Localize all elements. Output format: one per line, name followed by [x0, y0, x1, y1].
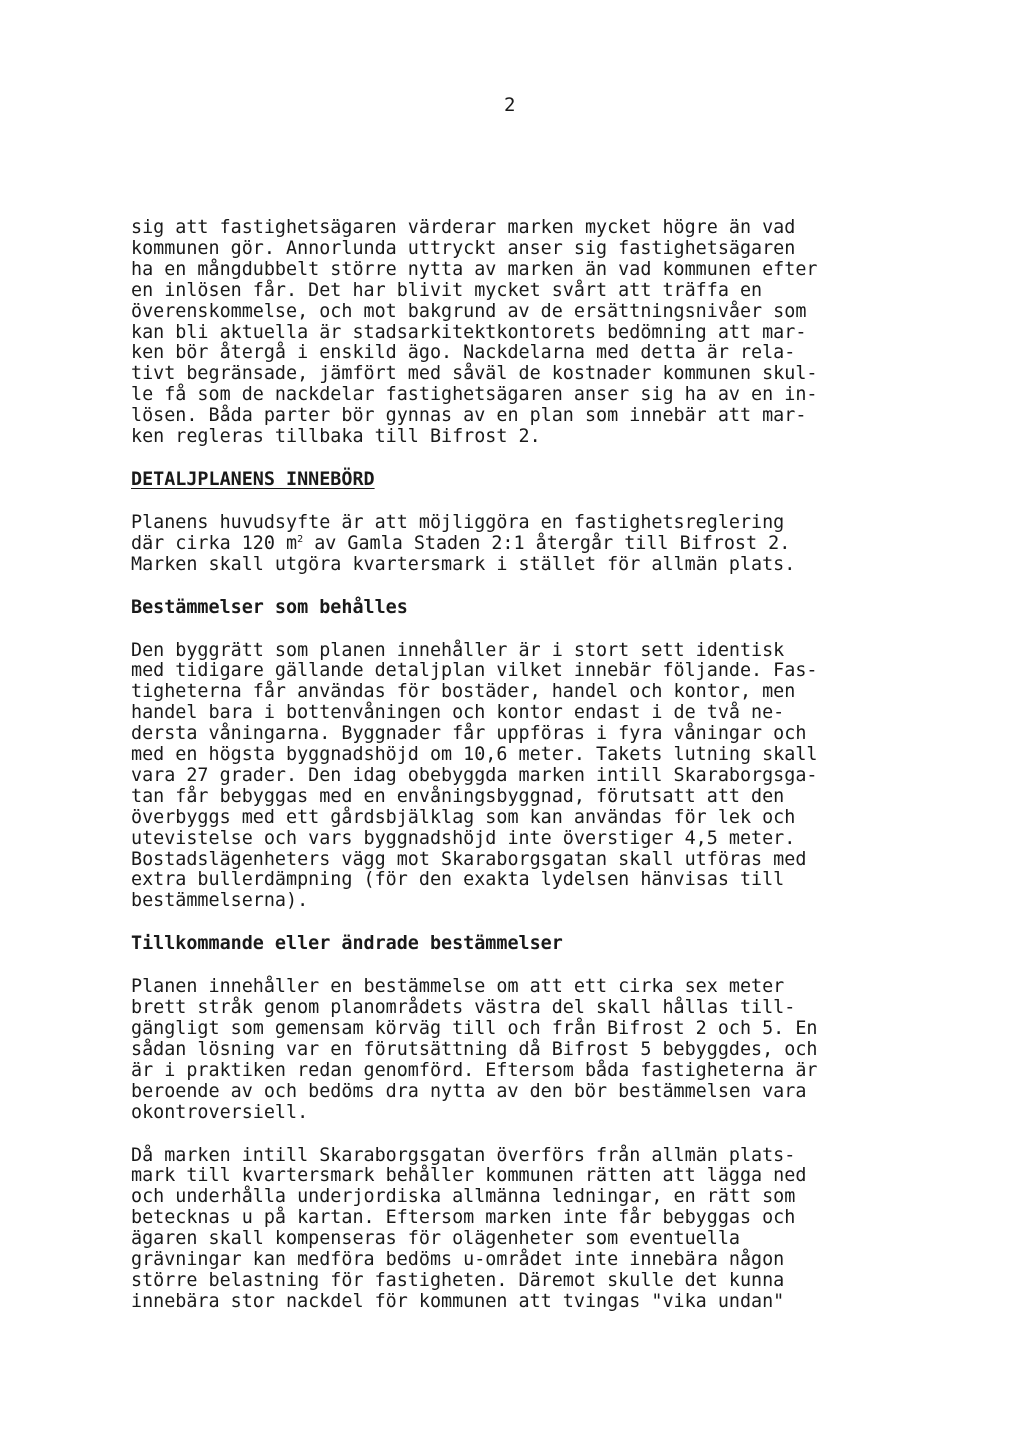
text-line: kommunen gör. Annorlunda uttryckt anser sig fastighetsägaren: [131, 237, 796, 259]
section-heading-tillkommande: Tillkommande eller ändrade bestämmelser: [131, 933, 563, 955]
text-segment: av Gamla Staden 2:1 återgår till Bifrost 2.: [303, 532, 791, 554]
text-line: tigheterna får användas för bostäder, handel och kontor, men: [131, 681, 796, 703]
text-line: med tidigare gällande detaljplan vilket innebär följande. Fas-: [131, 660, 818, 682]
text-line: större belastning för fastigheten. Däremot skulle det kunna: [131, 1269, 785, 1291]
tillkommande-paragraph-1: [131, 977, 901, 1123]
text-line: med en högsta byggnadshöjd om 10,6 meter. Takets lutning skall: [131, 744, 818, 766]
text-line: Planen innehåller en bestämmelse om att ett cirka sex meter: [131, 976, 785, 998]
superscript: 2: [297, 533, 304, 545]
text-line: beroende av och bedöms dra nytta av den bör bestämmelsen vara: [131, 1080, 807, 1102]
text-line: sådan lösning var en förutsättning då Bifrost 5 bebyggdes, och: [131, 1038, 818, 1060]
text-line: överenskommelse, och mot bakgrund av de ersättningsnivåer som: [131, 300, 807, 322]
text-line: sig att fastighetsägaren värderar marken mycket högre än vad: [131, 217, 796, 238]
text-line: tan får bebyggas med en envåningsbyggnad, förutsatt att den: [131, 785, 785, 807]
text-line: utevistelse och vars byggnadshöjd inte överstiger 4,5 meter.: [131, 827, 796, 849]
text-line: och underhålla underjordiska allmänna ledningar, en rätt som: [131, 1186, 796, 1208]
text-line: Marken skall utgöra kvartersmark i stället för allmän plats.: [131, 553, 796, 575]
document-body: [131, 218, 901, 1313]
text-line: grävningar kan medföra bedöms u-området inte innebära någon: [131, 1249, 785, 1271]
text-line: är i praktiken redan genomförd. Eftersom båda fastigheterna är: [131, 1059, 818, 1081]
text-line: kan bli aktuella är stadsarkitektkontorets bedömning att mar-: [131, 321, 807, 343]
text-line: innebära stor nackdel för kommunen att tvingas "vika undan": [131, 1290, 785, 1312]
text-line: okontroversiell.: [131, 1101, 309, 1123]
intro-paragraph: [131, 218, 901, 448]
text-line: vara 27 grader. Den idag obebyggda marken intill Skaraborgsga-: [131, 764, 818, 786]
text-line: mark till kvartersmark behåller kommunen rätten att lägga ned: [131, 1165, 807, 1187]
section-heading-behalles: Bestämmelser som behålles: [131, 596, 408, 618]
text-line: [131, 534, 901, 555]
text-line: gängligt som gemensam körväg till och från Bifrost 2 och 5. En: [131, 1018, 818, 1039]
text-line: lösen. Båda parter bör gynnas av en plan som innebär att mar-: [131, 405, 807, 427]
text-line: Bostadslägenheters vägg mot Skaraborgsgatan skall utföras med: [131, 848, 807, 870]
behalles-paragraph: [131, 641, 901, 913]
text-line: överbyggs med ett gårdsbjälklag som kan användas för lek och: [131, 806, 796, 828]
text-line: ken regleras tillbaka till Bifrost 2.: [131, 426, 541, 448]
text-line: le få som de nackdelar fastighetsägaren anser sig ha av en in-: [131, 384, 818, 406]
text-line: brett stråk genom planområdets västra del skall hållas till-: [131, 997, 796, 1019]
text-line: ken bör återgå i enskild ägo. Nackdelarna med detta är rela-: [131, 342, 796, 364]
text-line: ägaren skall kompenseras för olägenheter som eventuella: [131, 1228, 740, 1250]
text-line: handel bara i bottenvåningen och kontor endast i de två ne-: [131, 702, 785, 724]
page-number: 2: [504, 94, 516, 116]
text-line: bestämmelserna).: [131, 890, 309, 912]
text-line: dersta våningarna. Byggnader får uppföras i fyra våningar och: [131, 723, 807, 745]
text-line: betecknas u på kartan. Eftersom marken inte får bebyggas och: [131, 1207, 796, 1229]
detaljplan-paragraph: [131, 513, 901, 576]
section-heading-detaljplan: DETALJPLANENS INNEBÖRD: [131, 468, 375, 490]
text-segment: där cirka 120 m: [131, 532, 298, 554]
tillkommande-paragraph-2: [131, 1146, 901, 1313]
text-line: en inlösen får. Det har blivit mycket svårt att träffa en: [131, 279, 763, 301]
text-line: extra bullerdämpning (för den exakta lydelsen hänvisas till: [131, 869, 785, 891]
text-line: Då marken intill Skaraborgsgatan överförs från allmän plats-: [131, 1144, 796, 1166]
text-line: ha en mångdubbelt större nytta av marken än vad kommunen efter: [131, 258, 818, 280]
text-line: Planens huvudsyfte är att möjliggöra en fastighetsreglering: [131, 511, 785, 533]
text-line: Den byggrätt som planen innehåller är i stort sett identisk: [131, 639, 785, 661]
text-line: tivt begränsade, jämfört med såväl de kostnader kommunen skul-: [131, 363, 818, 385]
